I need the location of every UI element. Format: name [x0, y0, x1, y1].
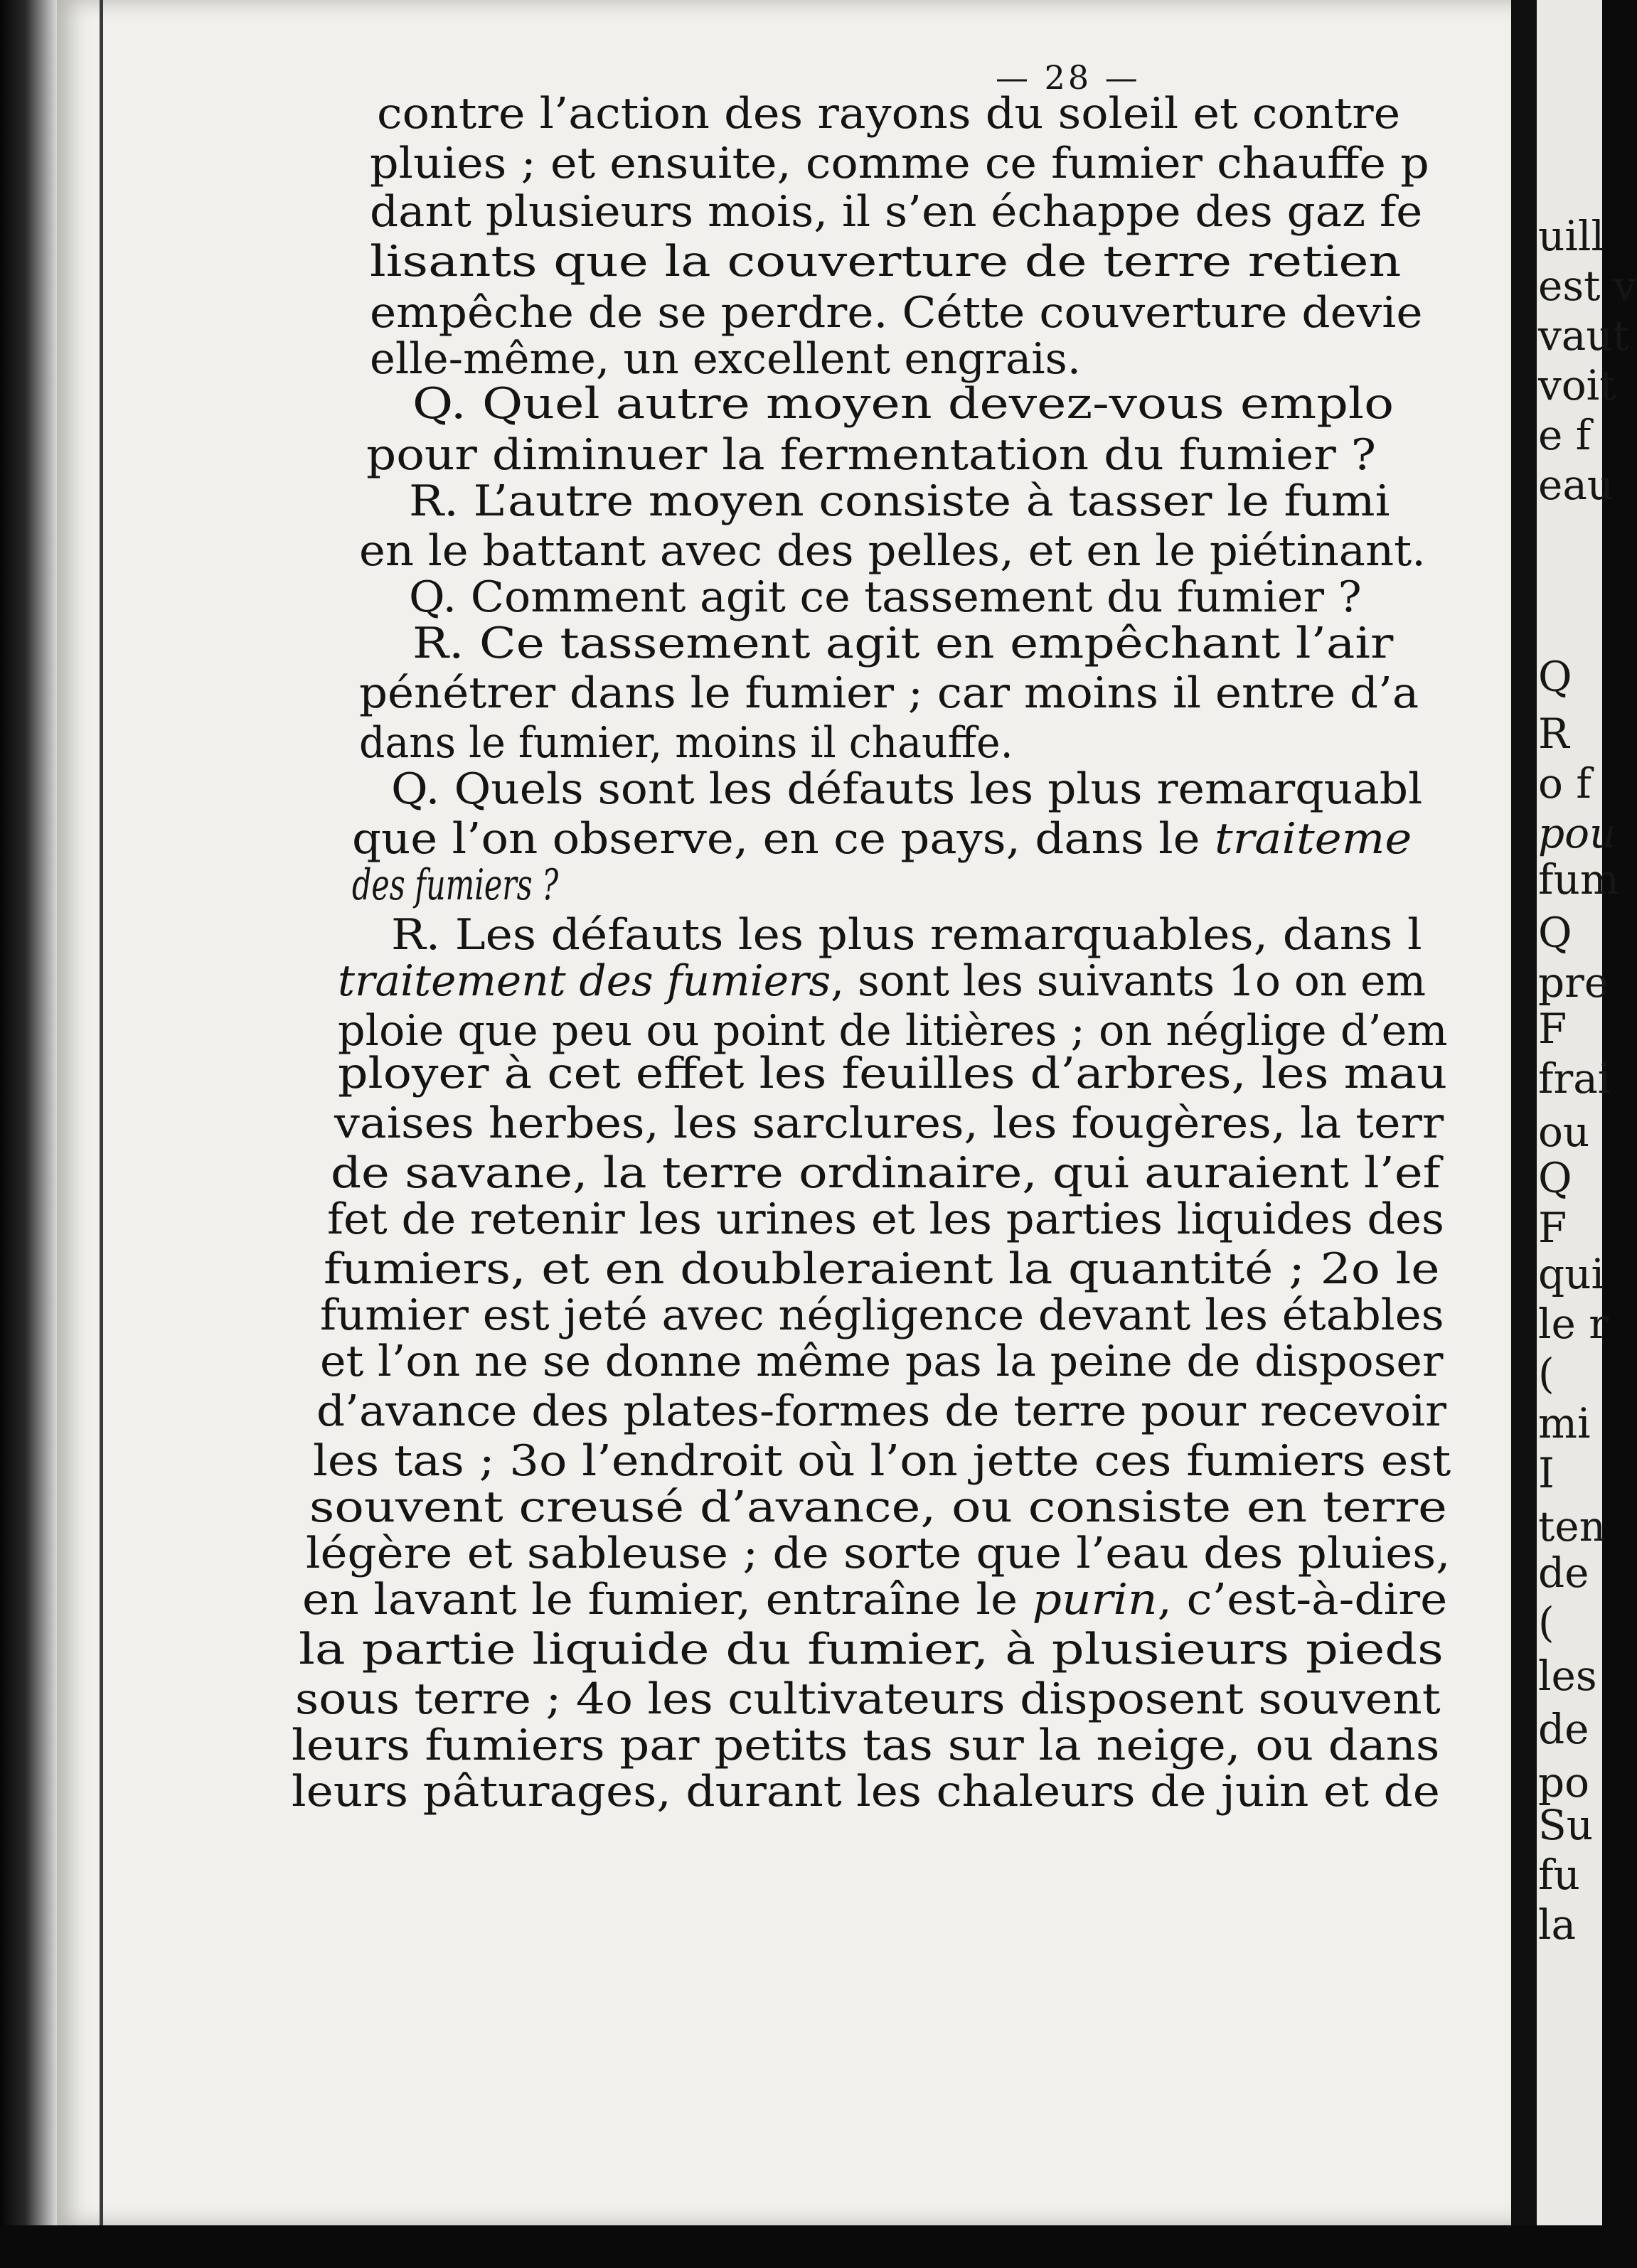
facing-page-text: pre	[1538, 958, 1609, 1007]
text-line	[359, 718, 1013, 768]
text-line	[292, 1721, 1440, 1770]
text-line-content: pluies ; et ensuite, comme ce fumier chauffe p	[370, 139, 1429, 188]
text-line-content: la partie liquide du fumier, à plusieurs pieds	[299, 1625, 1444, 1674]
text-line	[306, 1529, 1451, 1578]
page-sheet	[57, 0, 1518, 2225]
page-number: — 28 —	[996, 58, 1141, 97]
text-line	[338, 1049, 1448, 1098]
facing-page-text: R	[1538, 710, 1569, 758]
facing-page-text: frai	[1538, 1054, 1611, 1103]
text-line-content: légère et sableuse ; de sorte que l’eau des pluies,	[306, 1529, 1451, 1578]
text-line	[338, 956, 1427, 1006]
italic-term: purin	[1032, 1575, 1158, 1625]
facing-page-text: la	[1538, 1900, 1577, 1949]
facing-page-text: Su	[1538, 1801, 1594, 1849]
text-line	[320, 1337, 1444, 1386]
facing-page-text: Q	[1538, 909, 1572, 957]
text-line	[352, 860, 559, 910]
page-edge-shadow	[100, 0, 103, 2268]
text-line-content: dans le fumier, moins il chauffe.	[359, 718, 1013, 768]
text-line-content: sous terre ; 4o les cultivateurs disposent souvent	[295, 1674, 1441, 1724]
text-line	[316, 1386, 1447, 1436]
facing-page-text: o f	[1538, 759, 1591, 808]
text-line-content: leurs fumiers par petits tas sur la neige, ou dans	[292, 1721, 1440, 1770]
scan-bottom-border	[0, 2225, 1602, 2268]
text-line	[331, 1148, 1441, 1198]
facing-page-text: fum	[1538, 855, 1619, 904]
facing-page-text: vaut	[1538, 311, 1630, 360]
text-line-content: R. Les défauts les plus remarquables, dans l	[391, 910, 1422, 960]
italic-term: traitement des fumiers	[338, 956, 831, 1006]
text-line-content: en lavant le fumier, entraîne le	[302, 1575, 1033, 1625]
facing-page-text: ten	[1538, 1502, 1606, 1551]
text-line	[295, 1674, 1441, 1724]
facing-page-text: qui	[1538, 1250, 1605, 1298]
facing-page-text: les	[1538, 1652, 1597, 1700]
text-line-continuation: , sont les suivants 1o on em	[831, 956, 1427, 1006]
text-line	[338, 1006, 1448, 1056]
text-line-content: fet de retenir les urines et les parties liquides des	[327, 1194, 1444, 1244]
text-line	[412, 379, 1395, 429]
text-line-content: Q. Comment agit ce tassement du fumier ?	[409, 572, 1362, 622]
text-line	[327, 1194, 1444, 1244]
text-line-content: ployer à cet effet les feuilles d’arbres, les mau	[338, 1049, 1448, 1098]
book-gutter	[1511, 0, 1537, 2225]
facing-page-text: ou	[1538, 1108, 1590, 1156]
facing-page-text: Q	[1538, 1154, 1572, 1202]
text-line-content: empêche de se perdre. Cétte couverture devie	[370, 288, 1423, 338]
text-line	[313, 1436, 1451, 1486]
facing-page-text: (	[1538, 1349, 1555, 1398]
text-line-content: R. Ce tassement agit en empêchant l’air	[412, 619, 1394, 668]
text-line-content: en le battant avec des pelles, et en le piétinant.	[359, 526, 1427, 576]
facing-page-text: est v	[1538, 262, 1637, 310]
text-line	[370, 288, 1423, 338]
text-line	[320, 1290, 1444, 1340]
text-line	[309, 1482, 1447, 1532]
facing-page-text: voit	[1538, 361, 1616, 410]
text-line	[409, 476, 1390, 526]
facing-page-text: de	[1538, 1705, 1589, 1753]
facing-page-text: F	[1538, 1005, 1567, 1053]
facing-page-text: eau	[1538, 461, 1614, 509]
text-line	[412, 619, 1394, 668]
text-line-content: souvent creusé d’avance, ou consiste en terre	[309, 1482, 1447, 1532]
text-line-content: leurs pâturages, durant les chaleurs de juin et de	[292, 1767, 1440, 1817]
facing-page-text: (	[1538, 1598, 1555, 1647]
text-line-continuation: , c’est-à-dire	[1157, 1575, 1448, 1625]
text-line	[370, 237, 1402, 287]
text-line-content: et l’on ne se donne même pas la peine de disposer	[320, 1337, 1444, 1386]
text-line-content: Q. Quels sont les défauts les plus remarquabl	[391, 764, 1423, 814]
text-line-content: Q. Quel autre moyen devez-vous emplo	[412, 379, 1395, 429]
text-line	[359, 526, 1427, 576]
text-line	[370, 139, 1429, 188]
italic-term: traiteme	[1214, 814, 1412, 864]
text-line	[409, 572, 1362, 622]
facing-page-text: pou	[1538, 809, 1616, 857]
facing-page-text: F	[1538, 1204, 1567, 1252]
book-binding-edge	[0, 0, 57, 2268]
facing-page-text: fu	[1538, 1851, 1580, 1899]
italic-term: des fumiers ?	[352, 860, 559, 910]
text-line-content: fumier est jeté avec négligence devant les étables	[320, 1290, 1444, 1340]
text-line	[334, 1098, 1444, 1148]
text-line	[391, 764, 1423, 814]
text-line-content: fumiers, et en doubleraient la quantité ; 2o le	[324, 1244, 1440, 1294]
facing-page-fragment	[1537, 0, 1637, 2225]
text-line-content: R. L’autre moyen consiste à tasser le fumi	[409, 476, 1390, 526]
text-line	[292, 1767, 1440, 1817]
text-line	[377, 89, 1401, 139]
text-line	[391, 910, 1422, 960]
facing-page-text: e f	[1538, 411, 1591, 459]
text-line-content: d’avance des plates-formes de terre pour recevoir	[316, 1386, 1447, 1436]
facing-page-text: de	[1538, 1548, 1589, 1597]
text-line-content: lisants que la couverture de terre retien	[370, 237, 1402, 287]
text-line	[324, 1244, 1440, 1294]
text-line	[302, 1575, 1448, 1625]
text-line	[370, 334, 1082, 384]
text-line-content: pénétrer dans le fumier ; car moins il entre d’a	[359, 668, 1419, 718]
facing-page-text: po	[1538, 1758, 1590, 1807]
text-line	[359, 668, 1419, 718]
text-line-content: de savane, la terre ordinaire, qui auraient l’ef	[331, 1148, 1441, 1198]
text-line-content: dant plusieurs mois, il s’en échappe des gaz fe	[370, 187, 1423, 237]
text-line-content: les tas ; 3o l’endroit où l’on jette ces fumiers est	[313, 1436, 1451, 1486]
text-line-content: contre l’action des rayons du soleil et contre	[377, 89, 1401, 139]
text-line-content: vaises herbes, les sarclures, les fougères, la terr	[334, 1098, 1444, 1148]
text-line-content: ploie que peu ou point de litières ; on néglige d’em	[338, 1006, 1448, 1056]
text-line	[352, 814, 1412, 864]
facing-page-text: Q	[1538, 653, 1572, 701]
facing-page-text: I	[1538, 1449, 1555, 1497]
body-text	[57, 0, 1518, 2225]
text-line	[366, 430, 1377, 480]
text-line-content: pour diminuer la fermentation du fumier ?	[366, 430, 1377, 480]
facing-page-text: uill	[1538, 212, 1605, 260]
text-line-content: elle-même, un excellent engrais.	[370, 334, 1082, 384]
facing-page-text: le r	[1538, 1300, 1609, 1348]
text-line	[370, 187, 1423, 237]
text-line-content: que l’on observe, en ce pays, dans le	[352, 814, 1215, 864]
facing-page-text: mi	[1538, 1399, 1591, 1448]
text-line	[299, 1625, 1444, 1674]
